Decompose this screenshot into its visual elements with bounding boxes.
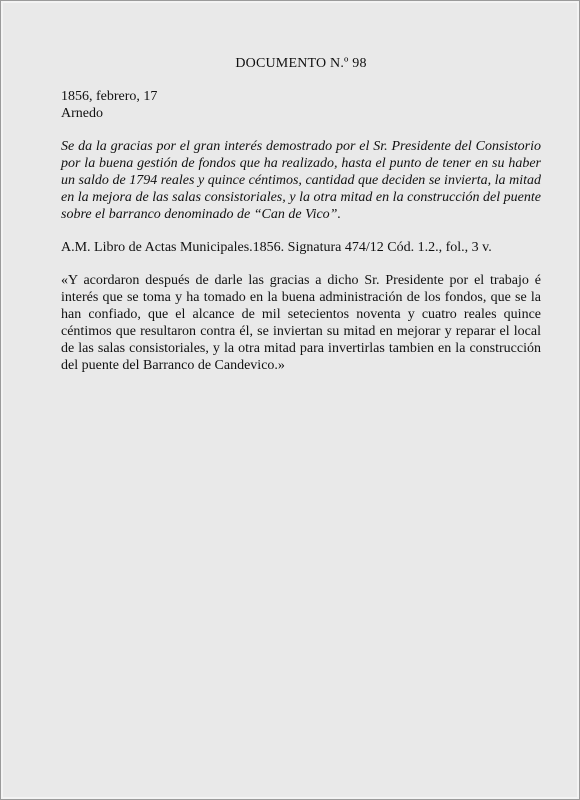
- document-source: A.M. Libro de Actas Municipales.1856. Signatura 474/12 Cód. 1.2., fol., 3 v.: [61, 240, 492, 255]
- document-summary: Se da la gracias por el gran interés demostrado por el Sr. Presidente del Consistorio por la buena gestión de fondos que ha realizado, hasta el punto de tener en su haber un saldo de 1794 reales y quince céntimos, cantidad que deciden se invierta, la mitad en la mejora de las salas consistoriales, y la otra mitad en la construcción del puente sobre el barranco denominado de “Can de Vico”.: [61, 139, 541, 222]
- document-content: [61, 55, 541, 374]
- document-date: 1856, febrero, 17: [61, 89, 158, 104]
- document-place: Arnedo: [61, 106, 103, 121]
- document-title: DOCUMENTO N.º 98: [235, 56, 367, 71]
- document-quote: «Y acordaron después de darle las gracias a dicho Sr. Presidente por el trabajo é interés que se toma y ha tomado en la buena administración de los fondos, que se la han confiado, que el alcance de mil setecientos noventa y cuatro reales quince céntimos que resultaron contra él, se inviertan su mitad en mejorar y reparar el local de las salas consistoriales, y la otra mitad para invertirlas tambien en la construcción del puente del Barranco de Candevico.»: [61, 273, 541, 373]
